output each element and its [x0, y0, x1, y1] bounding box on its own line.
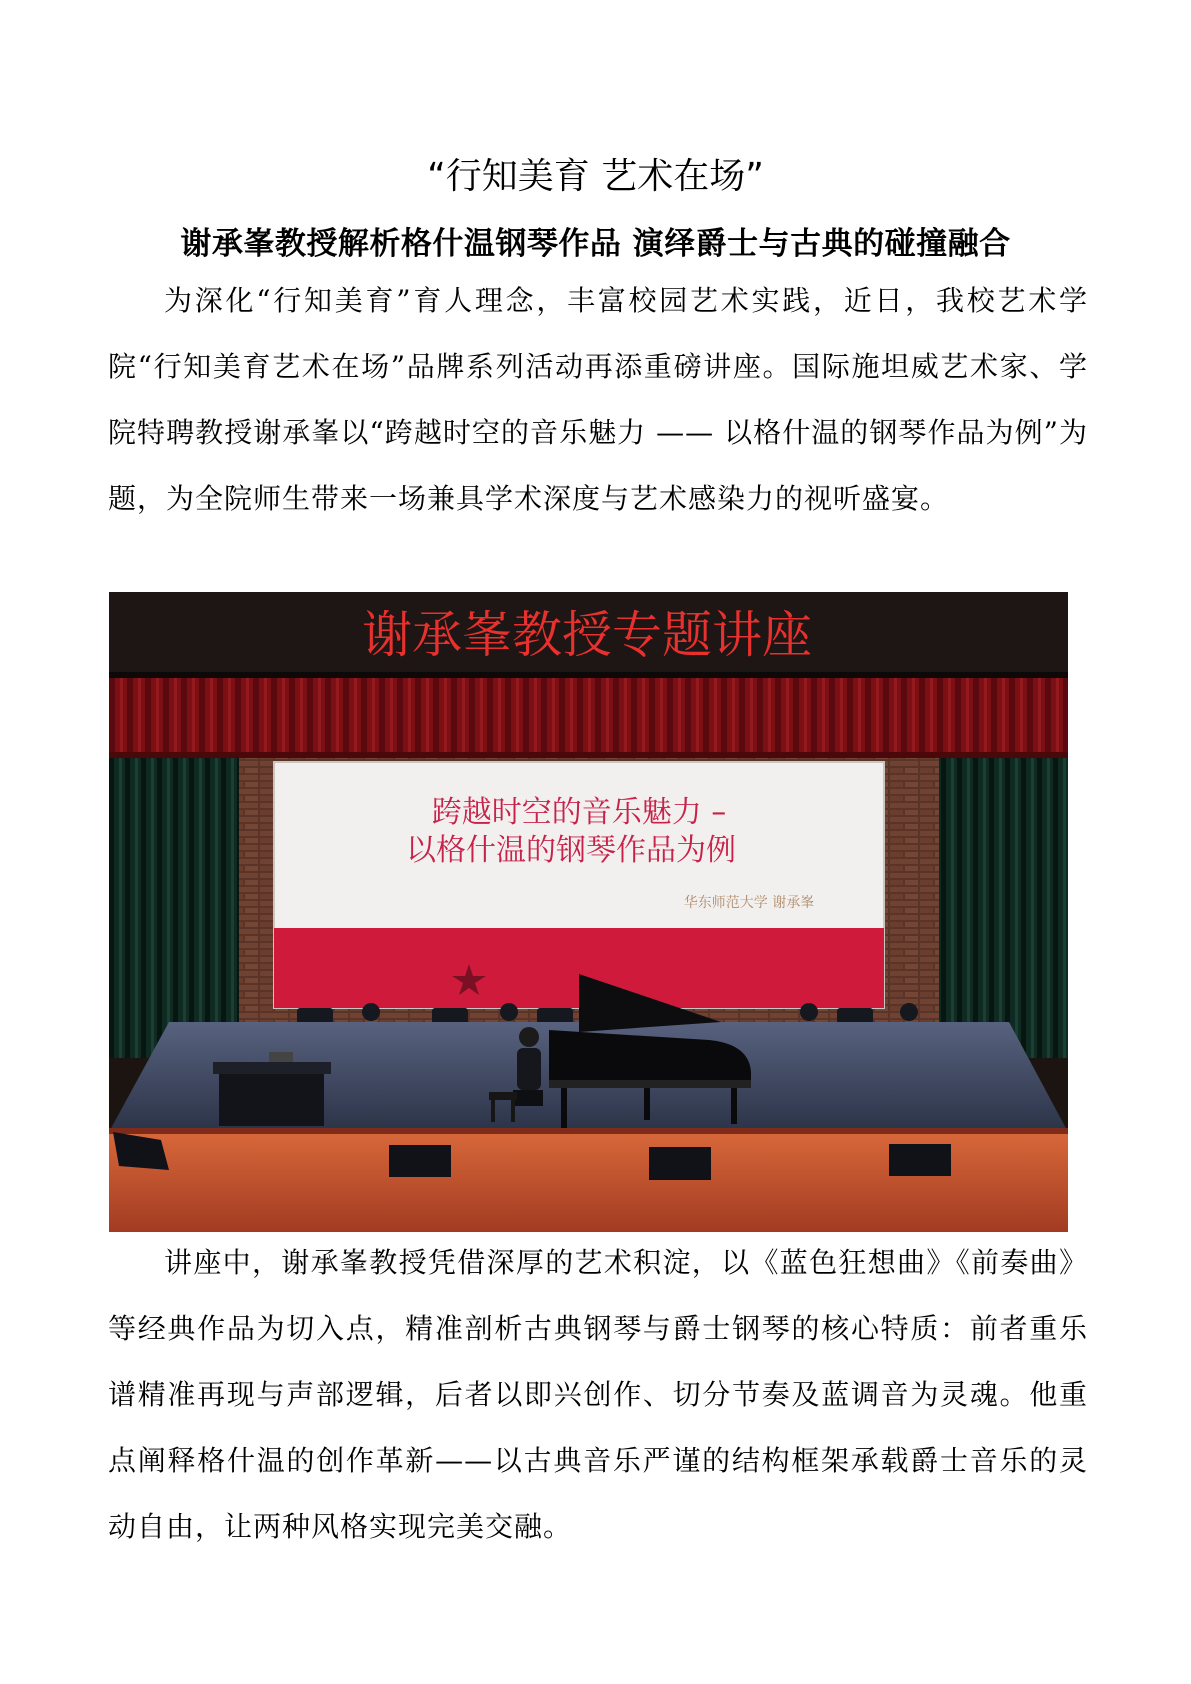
article-title: “行知美育 艺术在场” [427, 156, 764, 197]
lecture-stage-photo [109, 592, 1068, 1232]
projection-screen [274, 762, 884, 1008]
paragraph-intro: 为深化“行知美育”育人理念，丰富校园艺术实践，近日，我校艺术学院“行知美育艺术在场”品牌系列活动再添重磅讲座。国际施坦威艺术家、学院特聘教授谢承峯以“跨越时空的音乐魅力 —— 以格什温的钢琴作品为例”为题，为全院师生带来一场兼具学术深度与艺术感染力的视听盛宴。 [108, 284, 1088, 515]
stage-banner-text: 谢承峯教授专题讲座 [362, 606, 812, 664]
screen-title-line2: 以格什温的钢琴作品为例 [406, 833, 736, 868]
screen-title-line1: 跨越时空的音乐魅力 – [431, 795, 727, 830]
left-curtain [109, 758, 239, 1058]
stage-photo-illustration [109, 592, 1068, 1232]
screen-credit: 华东师范大学 谢承峯 [683, 895, 815, 911]
article-subtitle: 谢承峯教授解析格什温钢琴作品 演绎爵士与古典的碰撞融合 [180, 226, 1011, 262]
right-curtain [939, 758, 1068, 1058]
lectern-table [213, 1052, 331, 1126]
paragraph-lecture: 讲座中，谢承峯教授凭借深厚的艺术积淀，以《蓝色狂想曲》《前奏曲》等经典作品为切入点，精准剖析古典钢琴与爵士钢琴的核心特质：前者重乐谱精准再现与声部逻辑，后者以即兴创作、切分节奏及蓝调音为灵魂。他重点阐释格什温的创作革新——以古典音乐严谨的结构框架承载爵士音乐的灵动自由，让两种风格实现完美交融。 [108, 1246, 1088, 1543]
